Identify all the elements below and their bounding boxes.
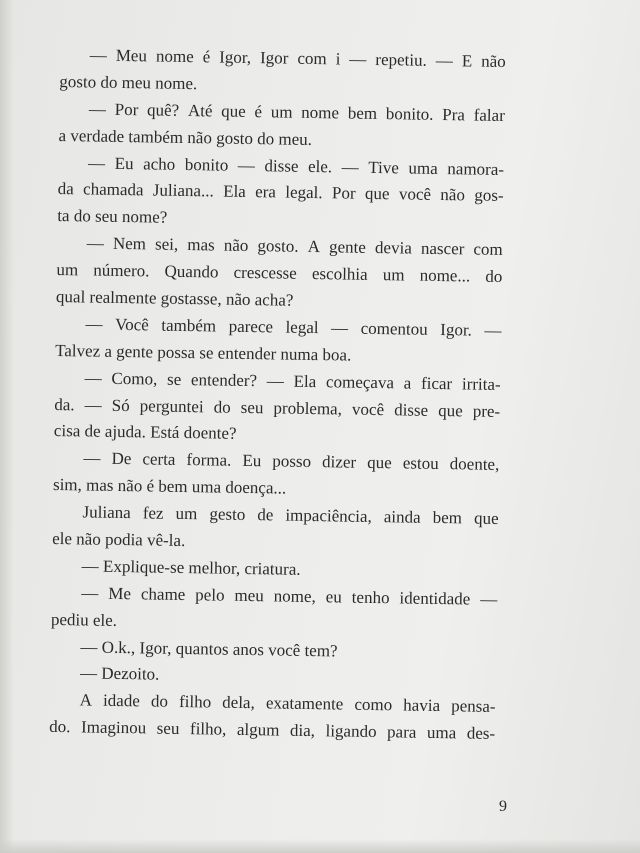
text-word: gosto. <box>257 236 299 257</box>
text-word: Ela <box>293 371 317 391</box>
text-word: se <box>166 369 182 389</box>
text-word: nome <box>301 102 340 123</box>
text-word: do <box>485 266 503 287</box>
text-word: — <box>89 45 107 65</box>
text-word: crescesse <box>233 262 297 283</box>
text-word: irrita- <box>461 374 501 394</box>
text-word: disse <box>394 399 429 420</box>
text-word: estou <box>402 453 439 474</box>
text-word: Por <box>114 99 139 120</box>
text-word: Me <box>108 583 132 603</box>
text-word: — <box>84 395 102 415</box>
text-word: que <box>364 184 390 204</box>
text-word: gente <box>328 237 367 258</box>
text-word: comentou <box>360 318 428 339</box>
text-word: fez <box>142 503 164 523</box>
text-word: namora- <box>447 158 505 179</box>
text-word: nome... <box>419 265 471 286</box>
text-word: Imaginou <box>80 717 147 738</box>
text-word: dizer <box>321 452 357 473</box>
text-word: Como, <box>111 368 158 389</box>
text-word: número. <box>93 260 150 281</box>
text-word: repetiu. <box>375 49 427 70</box>
text-word: Igor <box>259 48 289 68</box>
text-word: parece <box>228 316 274 337</box>
text-line: sim, mas não é bem uma doença... <box>52 475 287 498</box>
text-word: bonito <box>184 154 229 175</box>
text-word: Igor. <box>440 319 473 340</box>
text-word: eu <box>325 587 342 607</box>
text-word: dela, <box>222 693 255 713</box>
text-word: um <box>270 102 293 122</box>
text-word: mas <box>187 235 215 255</box>
text-word: da <box>57 179 74 199</box>
text-line: — Explique-se melhor, criatura. <box>81 556 301 579</box>
text-word: tenho <box>351 587 390 608</box>
text-word: você <box>398 184 432 205</box>
text-word: um <box>175 504 198 524</box>
text-word: gos- <box>474 185 504 206</box>
text-word: que <box>473 508 499 529</box>
text-word: — <box>81 583 99 603</box>
text-word: chame <box>140 584 186 604</box>
text-word: seu <box>156 718 180 739</box>
text-word: Eu <box>114 153 134 173</box>
text-word: Você <box>114 314 149 335</box>
text-word: Ela <box>223 182 246 202</box>
text-word: problema, <box>273 397 343 419</box>
text-word: do <box>213 397 231 417</box>
text-word: impaciência, <box>285 505 372 527</box>
text-word: — <box>87 153 106 173</box>
text-word: ainda <box>383 507 421 527</box>
text-word: a <box>403 373 412 393</box>
text-word: sei, <box>154 234 179 255</box>
text-word: devia <box>374 238 412 258</box>
body-text <box>49 42 506 748</box>
text-word: Meu <box>115 45 148 66</box>
text-word: para <box>386 722 417 742</box>
text-word: escolhia <box>311 264 368 284</box>
text-word: chamada <box>82 179 144 200</box>
text-word: não <box>440 185 466 205</box>
text-word: pensa- <box>451 696 496 717</box>
text-word: falar <box>473 105 505 125</box>
text-word: que <box>221 101 246 121</box>
text-word: — <box>480 589 498 609</box>
text-word: — <box>341 157 359 177</box>
text-word: exatamente <box>265 693 344 714</box>
text-word: acho <box>143 153 176 174</box>
text-line: ta do seu nome? <box>57 206 168 228</box>
page-edge-shadow <box>0 0 14 853</box>
text-word: identidade <box>399 588 471 609</box>
text-word: também <box>161 315 217 336</box>
text-word: meu <box>234 585 264 606</box>
text-word: A <box>79 690 93 710</box>
text-word: — <box>88 99 107 119</box>
text-word: perguntei <box>139 395 204 416</box>
text-word: — <box>85 314 103 334</box>
text-word: bonito. <box>385 103 434 124</box>
text-word: um <box>382 265 405 285</box>
text-word: de <box>257 505 274 525</box>
text-word: com <box>297 48 327 69</box>
text-word: Igor, <box>219 47 252 68</box>
text-word: legal. <box>285 183 323 203</box>
text-word: que <box>438 400 463 420</box>
text-word: — <box>484 320 502 340</box>
text-word: era <box>255 182 277 202</box>
text-word: do <box>150 691 169 712</box>
text-word: nascer <box>420 238 465 259</box>
text-word: Nem <box>112 234 147 254</box>
text-word: — <box>435 50 453 71</box>
text-word: não <box>481 51 506 72</box>
text-word: E <box>461 51 473 71</box>
text-word: havia <box>403 695 441 716</box>
text-word: uma <box>426 723 457 743</box>
text-line: — Dezoito. <box>79 663 160 685</box>
text-word: Eu <box>242 451 262 471</box>
text-word: filho <box>178 692 212 712</box>
text-line: ele não podia vê-la. <box>52 528 186 551</box>
text-word: Pra <box>442 104 466 125</box>
page-number: 9 <box>499 798 507 815</box>
text-word: bem <box>347 103 378 123</box>
text-word: ele. <box>307 156 333 176</box>
text-word: Só <box>111 395 130 415</box>
text-word: Quando <box>164 261 219 282</box>
text-word: não <box>223 235 249 256</box>
text-line: qual realmente gostasse, não acha? <box>55 286 294 310</box>
text-word: você <box>351 399 385 419</box>
text-word: — <box>86 233 104 253</box>
text-word: De <box>111 449 132 469</box>
text-word: certa <box>142 449 176 470</box>
text-word: i <box>335 49 341 69</box>
text-word: que <box>367 453 392 473</box>
text-word: dia, <box>289 720 316 741</box>
text-line <box>49 714 495 748</box>
text-word: pelo <box>195 585 225 605</box>
text-word: da. <box>54 394 75 414</box>
text-word: começava <box>325 371 395 392</box>
text-word: — <box>83 448 101 469</box>
text-word: posso <box>272 451 312 472</box>
text-word: disse <box>264 155 299 176</box>
text-word: nome <box>155 46 194 67</box>
text-word: doente, <box>449 454 500 475</box>
text-line: a verdade também não gosto do meu. <box>58 125 313 149</box>
text-word: idade <box>102 691 141 711</box>
text-word: Juliana <box>82 502 131 523</box>
text-word: gesto <box>209 504 246 525</box>
text-line: Talvez a gente possa se entender numa boa. <box>55 340 352 365</box>
text-word: forma. <box>186 450 232 471</box>
text-word: como <box>354 695 393 715</box>
text-word: — <box>266 370 284 391</box>
text-word: é <box>202 47 211 67</box>
text-word: entender? <box>190 369 258 390</box>
text-word: ficar <box>420 373 453 393</box>
text-word: filho, <box>189 719 227 739</box>
text-word: — <box>237 155 256 175</box>
text-line: — O.k., Igor, quantos anos você tem? <box>80 636 338 661</box>
text-word: pre- <box>472 401 501 421</box>
text-word: — <box>349 49 367 69</box>
text-word: legal <box>285 317 319 338</box>
text-word: nome, <box>273 586 316 606</box>
text-word: seu <box>240 397 264 417</box>
text-word: ligando <box>325 721 377 742</box>
text-word: Juliana... <box>152 180 214 201</box>
text-word: Por <box>331 183 356 204</box>
text-word: algum <box>236 720 280 740</box>
text-line: pediu ele. <box>50 609 118 630</box>
text-line: cisa de ajuda. Está doente? <box>53 421 237 444</box>
text-word: — <box>84 368 102 388</box>
text-word: quê? <box>146 100 180 120</box>
text-word: Tive <box>368 157 400 177</box>
text-word: uma <box>408 158 438 178</box>
text-word: um <box>56 260 79 280</box>
text-word: com <box>473 239 503 260</box>
text-line: gosto do meu nome. <box>59 71 198 94</box>
text-word: bem <box>432 508 463 528</box>
text-word: des- <box>466 723 496 744</box>
text-word: do. <box>49 717 71 737</box>
text-word: A <box>307 237 321 257</box>
text-word: — <box>330 318 349 338</box>
page-bottom-shadow <box>0 839 640 853</box>
text-word: Até <box>187 100 213 121</box>
text-word: é <box>254 101 263 121</box>
